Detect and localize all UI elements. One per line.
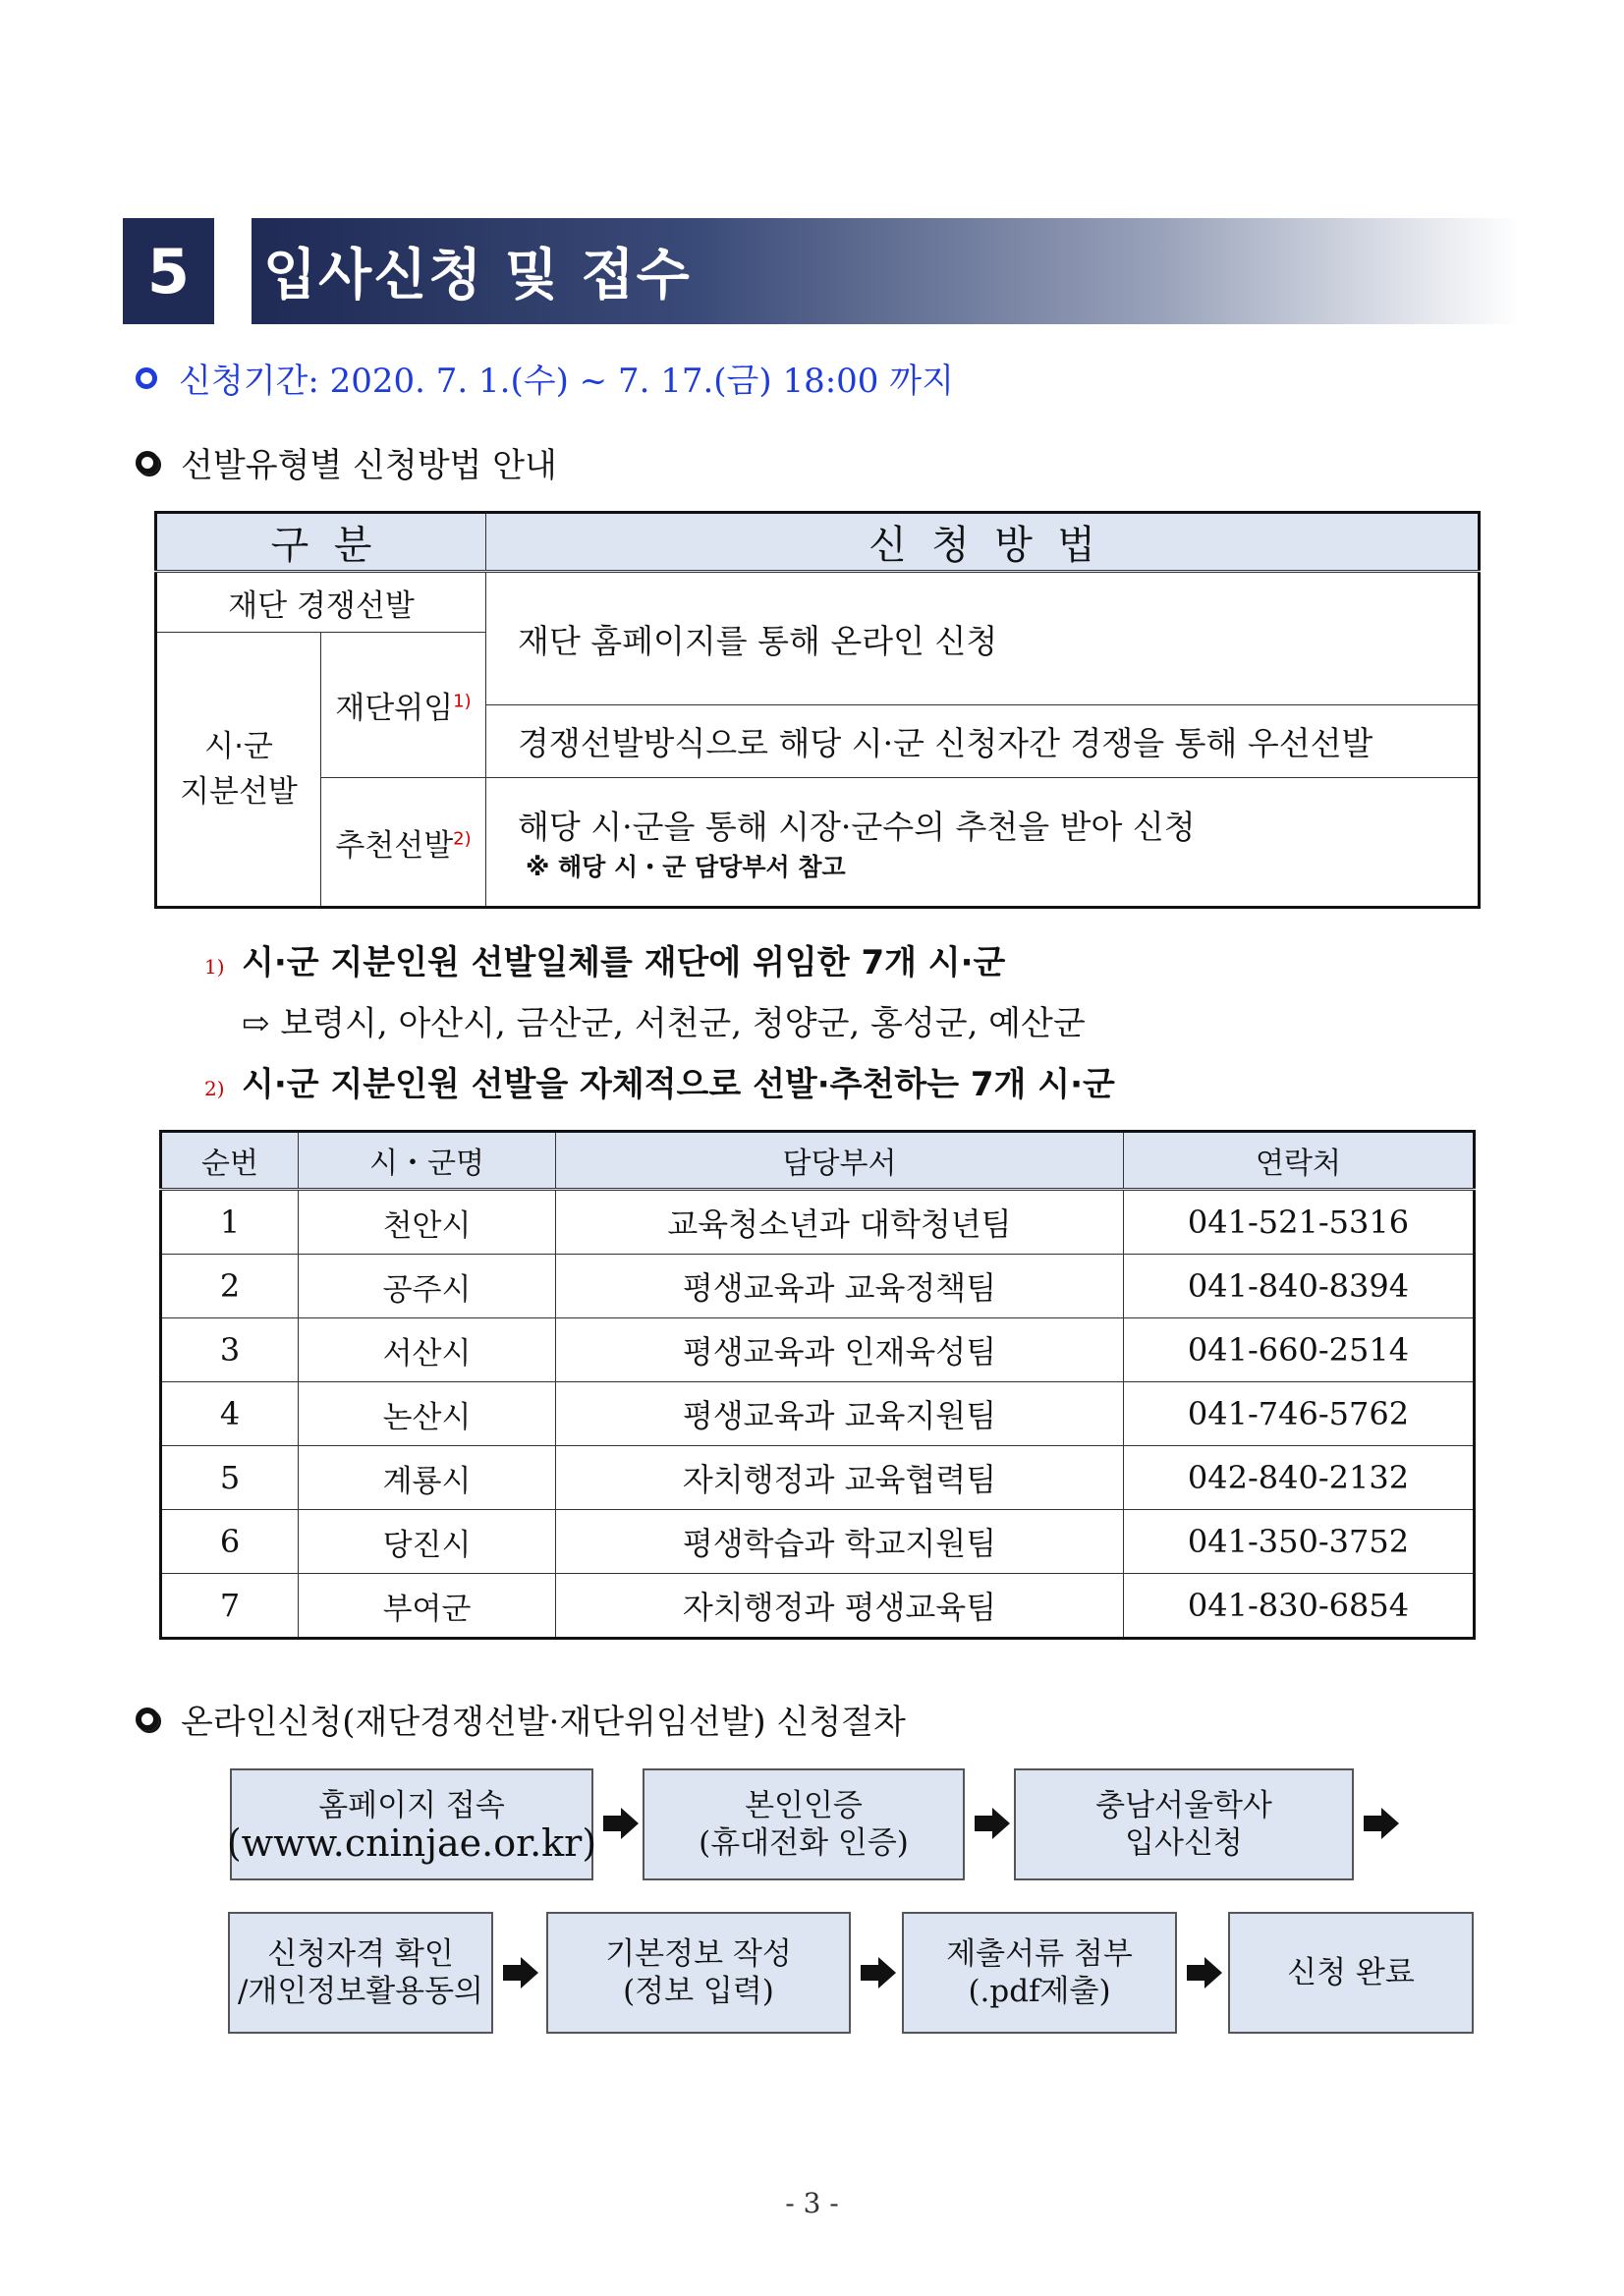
footnote-1-mark: 1) [204, 955, 225, 979]
right-arrow-icon [1362, 1806, 1401, 1841]
row-city: 논산시 [299, 1382, 556, 1446]
flow-step-line: 신청자격 확인 [267, 1936, 454, 1972]
row-city: 서산시 [299, 1318, 556, 1382]
header-no: 순번 [161, 1132, 299, 1190]
flow-step-line: 신청 완료 [1287, 1955, 1415, 1990]
footnote-2 [204, 1057, 1115, 1105]
flow-step-line: 본인인증 [745, 1788, 863, 1823]
period-line [136, 354, 954, 402]
table-row [161, 1446, 1475, 1510]
row-dept: 평생학습과 학교지원팀 [556, 1510, 1124, 1574]
footnote-2-mark: 2) [204, 1077, 225, 1100]
row-contact: 041-746-5762 [1124, 1382, 1475, 1446]
flow-step-line: 입사신청 [1125, 1825, 1243, 1861]
bullet-icon [136, 367, 157, 389]
row-dept: 자치행정과 평생교육팀 [556, 1574, 1124, 1639]
right-arrow-icon [973, 1806, 1012, 1841]
flow-step-line: (휴대전화 인증) [699, 1825, 909, 1861]
row-sigun-branch: 시·군 지분선발 [156, 633, 321, 908]
method-recommend: 해당 시·군을 통해 시장·군수의 추천을 받아 신청 [518, 807, 1196, 846]
footnote-mark: 2) [453, 828, 472, 850]
row-contact: 042-840-2132 [1124, 1446, 1475, 1510]
flow-step-basic-info [546, 1912, 851, 2034]
right-arrow-icon [1185, 1955, 1224, 1990]
table-row [161, 1318, 1475, 1382]
contact-table [159, 1130, 1476, 1640]
right-arrow-icon [501, 1955, 540, 1990]
table-header-category: 구 분 [156, 513, 486, 572]
row-dept: 교육청소년과 대학청년팀 [556, 1190, 1124, 1255]
flow-step-line: (.pdf제출) [968, 1974, 1111, 2009]
row-contact: 041-660-2514 [1124, 1318, 1475, 1382]
table-row [161, 1190, 1475, 1255]
header-city: 시・군명 [299, 1132, 556, 1190]
footnote-1-list: ⇨ 보령시, 아산시, 금산군, 서천군, 청양군, 홍성군, 예산군 [242, 1004, 1086, 1043]
row-city: 천안시 [299, 1190, 556, 1255]
method-online: 재단 홈페이지를 통해 온라인 신청 [486, 572, 1480, 705]
flow-step-line: 홈페이지 접속 [318, 1788, 505, 1823]
footnote-2-text: 시·군 지분인원 선발을 자체적으로 선발·추천하는 7개 시·군 [242, 1065, 1115, 1104]
row-contact: 041-830-6854 [1124, 1574, 1475, 1639]
guide-heading [136, 438, 557, 486]
bullet-icon [136, 451, 159, 475]
row-dept: 자치행정과 교육협력팀 [556, 1446, 1124, 1510]
row-city: 부여군 [299, 1574, 556, 1639]
recommend-label: 추천선발 [335, 827, 454, 864]
row-no: 7 [161, 1574, 299, 1639]
bullet-icon [136, 1708, 159, 1731]
row-contact: 041-350-3752 [1124, 1510, 1475, 1574]
row-city: 계룡시 [299, 1446, 556, 1510]
flow-step-line: 충남서울학사 [1095, 1788, 1272, 1823]
row-no: 4 [161, 1382, 299, 1446]
flow-step-line: (정보 입력) [623, 1974, 774, 2009]
flow-step-homepage [226, 1768, 597, 1880]
section-title: 입사신청 및 접수 [263, 244, 692, 308]
flow-step-line: 제출서류 첨부 [946, 1936, 1133, 1972]
row-dept: 평생교육과 인재육성팀 [556, 1318, 1124, 1382]
row-contact: 041-840-8394 [1124, 1255, 1475, 1318]
row-jaedan-delegation [321, 633, 486, 778]
page-number: - 3 - [785, 2187, 839, 2219]
row-contact: 041-521-5316 [1124, 1190, 1475, 1255]
header-dept: 담당부서 [556, 1132, 1124, 1190]
table-row [161, 1255, 1475, 1318]
row-jaedan-competition: 재단 경쟁선발 [156, 572, 486, 633]
method-recommend-cell [486, 778, 1480, 908]
footnote-1 [204, 935, 1005, 983]
row-city: 공주시 [299, 1255, 556, 1318]
selection-method-table [154, 511, 1481, 909]
row-no: 2 [161, 1255, 299, 1318]
online-heading-text: 온라인신청(재단경쟁선발·재단위임선발) 신청절차 [181, 1703, 906, 1742]
period-text: 신청기간: 2020. 7. 1.(수) ~ 7. 17.(금) 18:00 까지 [179, 362, 954, 401]
footnote-mark: 1) [453, 691, 472, 712]
table-row [161, 1382, 1475, 1446]
jaedan-delegation-label: 재단위임 [335, 691, 454, 726]
table-row [161, 1510, 1475, 1574]
guide-heading-text: 선발유형별 신청방법 안내 [181, 446, 557, 485]
flow-step-complete [1228, 1912, 1474, 2034]
flow-step-eligibility [228, 1912, 493, 2034]
flow-step-line: 기본정보 작성 [605, 1936, 792, 1972]
flow-step-line: /개인정보활용동의 [237, 1974, 483, 2009]
flow-step-url: (www.cninjae.or.kr) [226, 1821, 597, 1865]
table-row [161, 1574, 1475, 1639]
footnote-1-text: 시·군 지분인원 선발일체를 재단에 위임한 7개 시·군 [242, 943, 1006, 982]
row-no: 1 [161, 1190, 299, 1255]
right-arrow-icon [859, 1955, 898, 1990]
row-recommend [321, 778, 486, 908]
row-city: 당진시 [299, 1510, 556, 1574]
row-dept: 평생교육과 교육지원팀 [556, 1382, 1124, 1446]
online-heading [136, 1695, 906, 1743]
method-competition: 경쟁선발방식으로 해당 시·군 신청자간 경쟁을 통해 우선선발 [486, 705, 1480, 778]
header-contact: 연락처 [1124, 1132, 1475, 1190]
flow-step-apply [1014, 1768, 1354, 1880]
row-no: 5 [161, 1446, 299, 1510]
row-no: 6 [161, 1510, 299, 1574]
right-arrow-icon [601, 1806, 641, 1841]
row-no: 3 [161, 1318, 299, 1382]
method-note: ※ 해당 시・군 담당부서 참고 [526, 852, 846, 881]
flow-step-auth [643, 1768, 965, 1880]
flow-step-documents [902, 1912, 1177, 2034]
row-dept: 평생교육과 교육정책팀 [556, 1255, 1124, 1318]
table-header-method: 신 청 방 법 [486, 513, 1480, 572]
section-number: 5 [123, 218, 214, 324]
